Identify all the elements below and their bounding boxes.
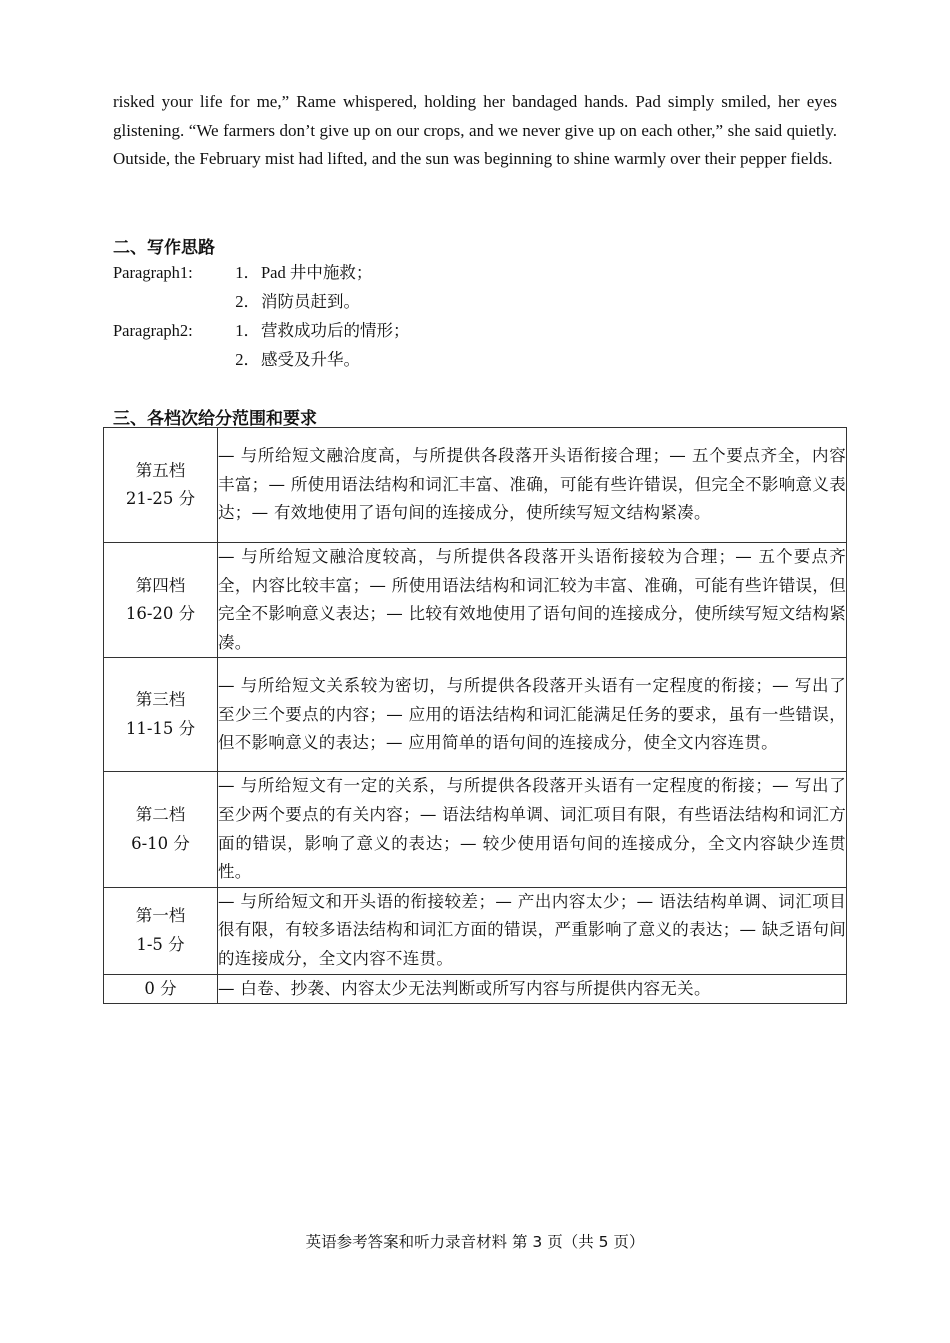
band-description: — 白卷、抄袭、内容太少无法判断或所写内容与所提供内容无关。: [218, 974, 847, 1004]
band-description: — 与所给短文有一定的关系，与所提供各段落开头语有一定程度的衔接；— 写出了至少两个要点的有关内容；— 语法结构单调、词汇项目有限，有些语法结构和词汇方面的错误，影响了意义的表达；— 较少使用语句间的连接成分，全文内容缺少连贯性。: [218, 772, 847, 887]
band-name: 第五档: [135, 460, 186, 480]
outline-text: 感受及升华。: [261, 350, 360, 369]
rubric-row: [104, 543, 847, 658]
band-cell: [104, 428, 218, 543]
section-heading-writing-outline: 二、写作思路: [113, 238, 215, 258]
outline-number: 1．: [235, 321, 260, 340]
band-name: 第二档: [135, 805, 186, 825]
outline-item: [113, 345, 410, 374]
outline-paragraph-label: Paragraph1:: [113, 263, 193, 282]
band-score-range: 1-5 分: [136, 934, 185, 954]
band-cell: [104, 543, 218, 658]
rubric-row: [104, 974, 847, 1004]
band-cell: [104, 974, 218, 1004]
band-cell: [104, 772, 218, 887]
outline-item: [113, 258, 410, 287]
section-heading-scoring-bands: 三、各档次给分范围和要求: [113, 409, 317, 429]
band-score-range: 11-15 分: [125, 718, 196, 738]
outline-number: 2．: [235, 350, 260, 369]
outline-text: Pad 井中施救；: [261, 263, 373, 282]
band-description: — 与所给短文融洽度高，与所提供各段落开头语衔接合理；— 五个要点齐全，内容丰富；— 所使用语法结构和词汇丰富、准确，可能有些许错误，但完全不影响意义表达；— 有效地使用了语句间的连接成分，使所续写短文结构紧凑。: [218, 428, 847, 543]
outline-number: 1．: [235, 263, 260, 282]
writing-outline: [113, 258, 410, 374]
outline-number: 2．: [235, 292, 260, 311]
outline-text: 营救成功后的情形；: [261, 321, 410, 340]
outline-paragraph-label: [113, 345, 233, 374]
band-score-range: 21-25 分: [125, 489, 196, 508]
band-description: — 与所给短文和开头语的衔接较差；— 产出内容太少；— 语法结构单调、词汇项目很有限，有较多语法结构和词汇方面的错误，严重影响了意义的表达；— 缺乏语句间的连接成分，全文内容不连贯。: [218, 887, 847, 974]
page-footer: 英语参考答案和听力录音材料 第 3 页（共 5 页）: [305, 1233, 645, 1251]
band-name: 第四档: [135, 575, 186, 595]
band-name: 第三档: [135, 690, 186, 710]
rubric-row: [104, 887, 847, 974]
band-name: 第一档: [135, 906, 186, 926]
band-score-range: 16-20 分: [125, 604, 196, 624]
outline-item: [113, 316, 410, 345]
rubric-row: [104, 772, 847, 887]
passage-paragraph: risked your life for me,” Rame whispered, holding her bandaged hands. Pad simply smiled, her eyes glistening. “We farmers don’t give up on our crops, and we never give up on each other,” she said quietly. Outside, the February mist had lifted, and the sun was beginning to shine warmly over their pepper fields.: [113, 92, 837, 168]
band-description: — 与所给短文关系较为密切，与所提供各段落开头语有一定程度的衔接；— 写出了至少三个要点的内容；— 应用的语法结构和词汇能满足任务的要求，虽有一些错误，但不影响意义的表达；— 应用简单的语句间的连接成分，使全文内容连贯。: [218, 658, 847, 772]
band-score-range: 6-10 分: [131, 833, 190, 853]
band-score-range: 0 分: [144, 978, 177, 998]
outline-paragraph-label: [113, 287, 233, 316]
outline-paragraph-label: Paragraph2:: [113, 321, 193, 340]
band-cell: [104, 658, 218, 772]
band-cell: [104, 887, 218, 974]
outline-item: [113, 287, 410, 316]
rubric-row: [104, 428, 847, 543]
rubric-row: [104, 658, 847, 772]
outline-text: 消防员赶到。: [261, 292, 360, 311]
scoring-rubric-table: [103, 427, 847, 1004]
band-description: — 与所给短文融洽度较高，与所提供各段落开头语衔接较为合理；— 五个要点齐全，内容比较丰富；— 所使用语法结构和词汇较为丰富、准确，可能有些许错误，但完全不影响意义表达；— 比较有效地使用了语句间的连接成分，使所续写短文结构紧凑。: [218, 543, 847, 658]
